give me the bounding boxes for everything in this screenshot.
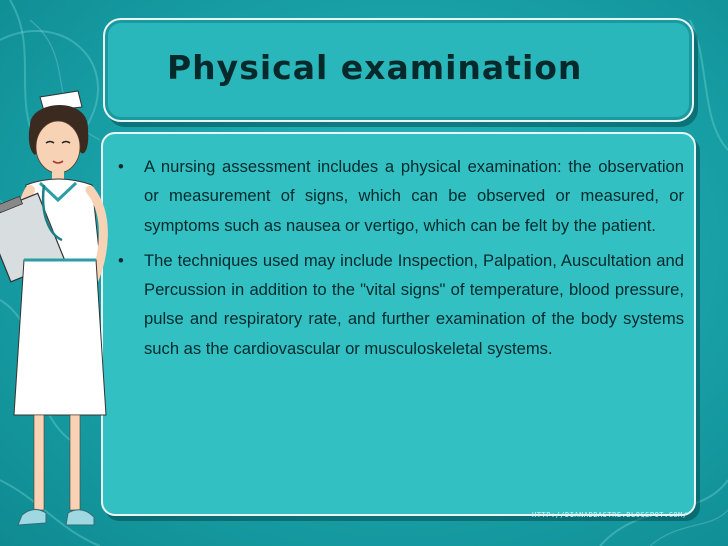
bullet-item [118, 152, 684, 240]
bullet-text: A nursing assessment includes a physical examination: the observation or measurement of signs, which can be observed or measured, or symptoms such as nausea or vertigo, which can be felt by the patient. [144, 157, 684, 235]
slide-title: Physical examination [167, 48, 583, 87]
nurse-icon [0, 85, 120, 546]
footer-url: HTTP://DIANADBASTRE.BLOGSPOT.COM/ [532, 511, 688, 519]
bullet-icon: • [118, 250, 124, 270]
bullet-list [118, 152, 684, 369]
bullet-icon: • [118, 157, 124, 176]
bullet-item [118, 246, 684, 363]
bullet-text: The techniques used may include Inspection, Palpation, Auscultation and Percussion in addition to the "vital signs" of temperature, blood pressure, pulse and respiratory rate, and further examination of the body systems such as the cardiovascular or musculoskeletal systems. [144, 250, 684, 358]
